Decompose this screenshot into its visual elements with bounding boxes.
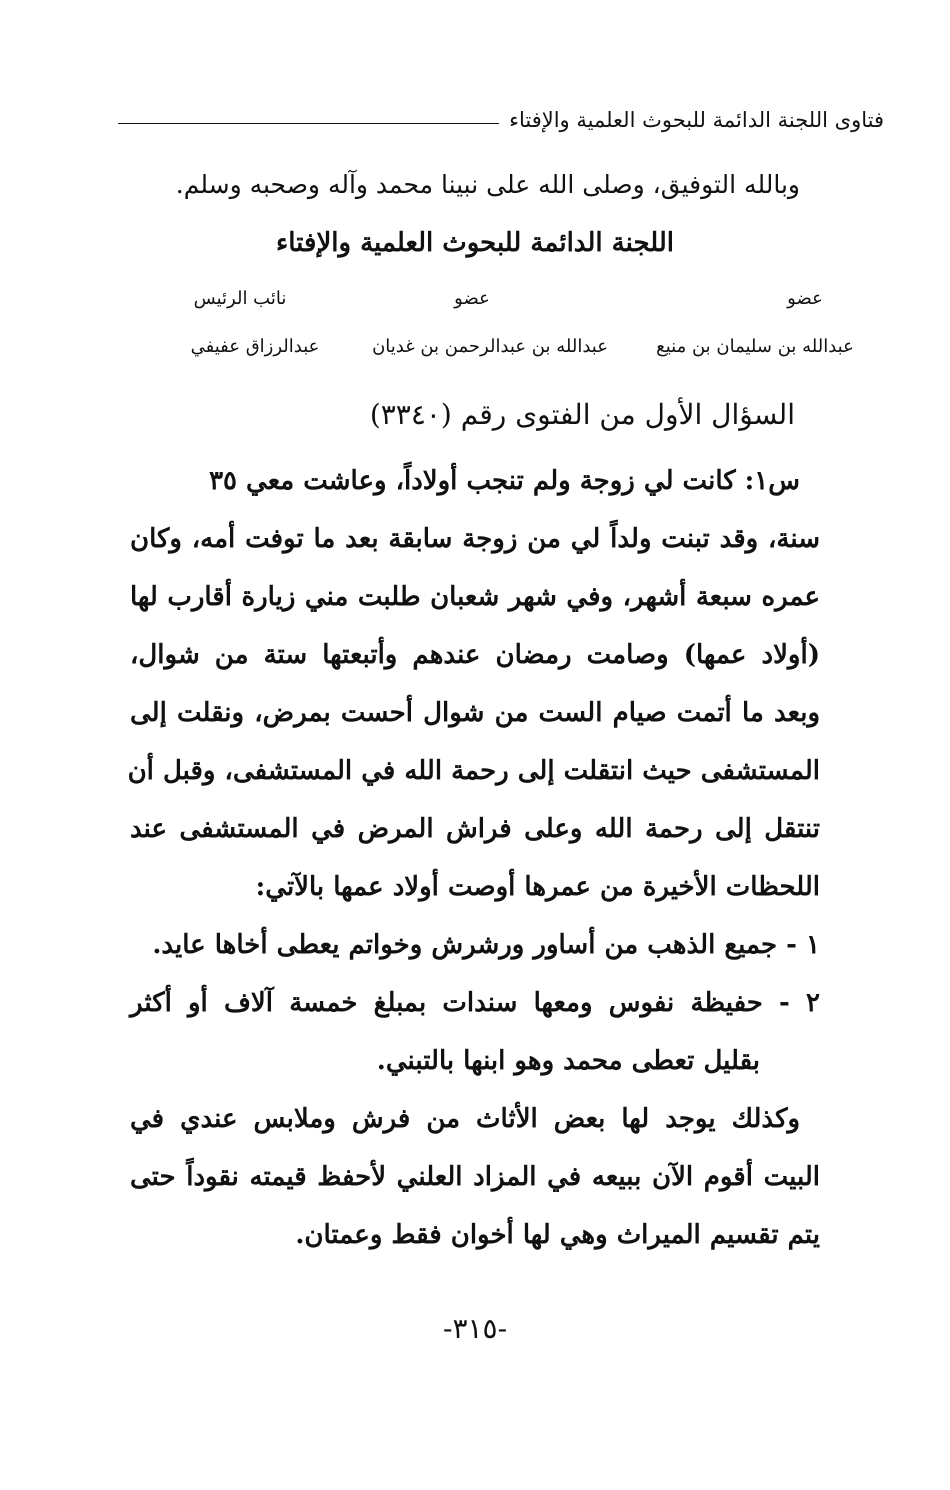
page-number: -٣١٥- xyxy=(442,1312,508,1345)
question-line: وبعد ما أتمت صيام الست من شوال أحست بمرض، ونقلت إلى xyxy=(130,698,820,728)
header-rule xyxy=(118,123,499,124)
signature-role: نائب الرئيس xyxy=(193,288,287,309)
question-line: المستشفى حيث انتقلت إلى رحمة الله في المستشفى، وقبل أن xyxy=(127,756,820,786)
signature-name: عبدالله بن عبدالرحمن بن غديان xyxy=(372,336,608,357)
question-line: عمره سبعة أشهر، وفي شهر شعبان طلبت مني زيارة أقارب لها xyxy=(130,582,820,612)
final-line: يتم تقسيم الميراث وهي لها أخوان فقط وعمتان. xyxy=(295,1220,820,1250)
signature-role: عضو xyxy=(787,288,823,309)
list-item-continuation: بقليل تعطى محمد وهو ابنها بالتبني. xyxy=(376,1046,760,1076)
question-title: السؤال الأول من الفتوى رقم (٣٣٤٠) xyxy=(369,398,795,431)
question-line: سنة، وقد تبنت ولداً لي من زوجة سابقة بعد ما توفت أمه، وكان xyxy=(130,524,820,554)
question-body xyxy=(127,452,820,1264)
list-item: ٢ - حفيظة نفوس ومعها سندات بمبلغ خمسة آلاف أو أكثر xyxy=(130,988,820,1018)
running-header-title: فتاوى اللجنة الدائمة للبحوث العلمية والإفتاء xyxy=(509,108,884,132)
question-line: اللحظات الأخيرة من عمرها أوصت أولاد عمها بالآتي: xyxy=(255,872,820,902)
list-item: ١ - جميع الذهب من أساور ورشرش وخواتم يعطى أخاها عايد. xyxy=(152,930,820,960)
question-line: (أولاد عمها) وصامت رمضان عندهم وأتبعتها ستة من شوال، xyxy=(130,640,820,670)
signature-name: عبدالله بن سليمان بن منيع xyxy=(656,336,854,357)
closing-formula: وبالله التوفيق، وصلى الله على نبينا محمد وآله وصحبه وسلم. xyxy=(175,170,800,199)
committee-name: اللجنة الدائمة للبحوث العلمية والإفتاء xyxy=(276,228,674,258)
final-line: البيت أقوم الآن ببيعه في المزاد العلني لأحفظ قيمته نقوداً حتى xyxy=(130,1162,820,1192)
question-line: تنتقل إلى رحمة الله وعلى فراش المرض في المستشفى عند xyxy=(130,814,820,844)
signature-role: عضو xyxy=(454,288,490,309)
question-line: س١: كانت لي زوجة ولم تنجب أولاداً، وعاشت معي ٣٥ xyxy=(209,466,800,496)
final-line: وكذلك يوجد لها بعض الأثاث من فرش وملابس عندي في xyxy=(130,1104,800,1134)
running-header xyxy=(118,98,884,142)
signature-name: عبدالرزاق عفيفي xyxy=(190,336,320,357)
